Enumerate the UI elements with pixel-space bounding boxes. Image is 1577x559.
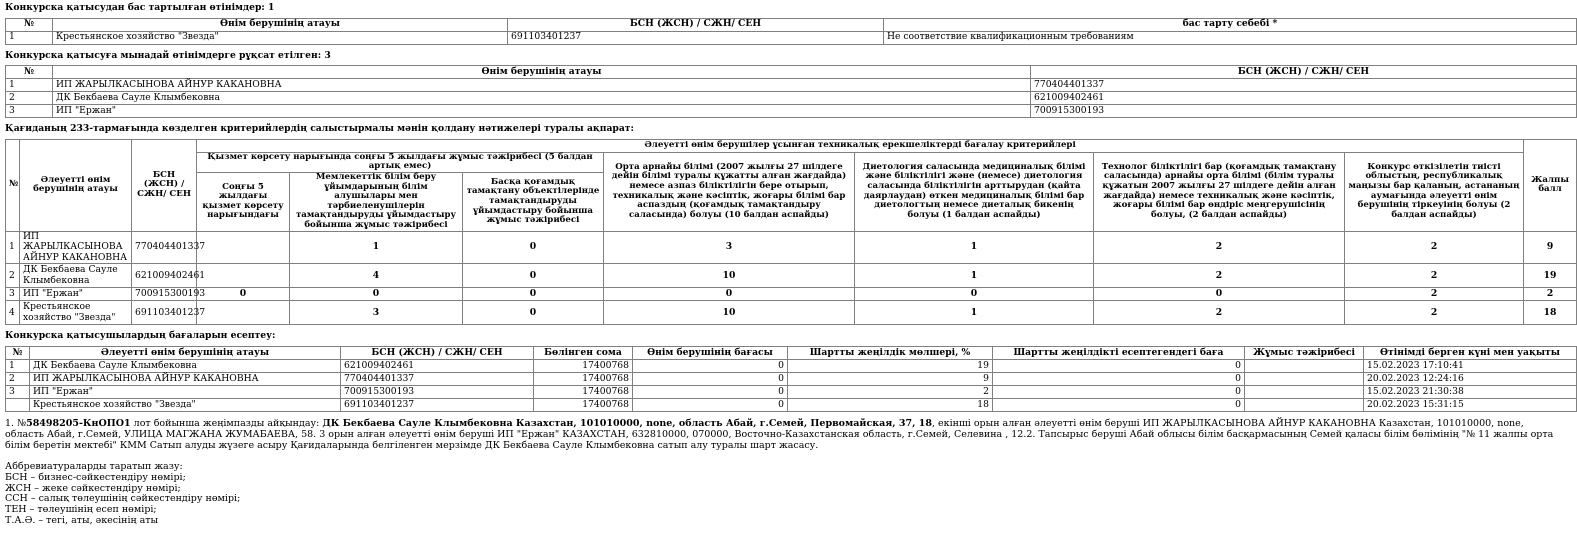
cell-discounted-price: 0 <box>993 360 1245 373</box>
cell-experience <box>1245 373 1364 386</box>
cell-experience <box>1245 360 1364 373</box>
cell-discounted-price: 0 <box>993 386 1245 399</box>
table-row <box>6 31 1577 44</box>
header-no: № <box>6 139 20 231</box>
header-exp-market: Соңғы 5 жылдағы қызмет көрсету нарығындағы <box>197 172 290 231</box>
abbreviations-title: Аббревиатураларды таратып жазу: <box>5 460 183 472</box>
cell-name: ДК Бекбаева Сауле Клымбековна <box>53 92 1031 105</box>
cell-score: 3 <box>290 301 463 325</box>
cell-total: 19 <box>1524 264 1577 288</box>
header-technologist: Технолог біліктілігі бар (қоғамдық тамақтану саласында) арнайы орта білімі (білім туралы құжатын 2007 жылғы 27 шілдеге дейін алған жағдайда) немесе техникалық және кәсіптік, жоғары білімі бар өндіріс меңгерушісінің болуы, (2 балдан аспайды) <box>1094 152 1345 231</box>
cell-score: 0 <box>463 288 604 301</box>
cell-score: 2 <box>1345 288 1524 301</box>
prices-title: Конкурска қатысушылардың бағаларын есептеу: <box>5 330 276 342</box>
cell-no <box>6 399 30 412</box>
table-row <box>6 288 1577 301</box>
table-header-row <box>6 152 1577 172</box>
header-bin: БСН (ЖСН) / СЖН/ СЕН <box>132 139 197 231</box>
admitted-title: Конкурска қатысуға мынадай өтінімдерге рұқсат етілген: 3 <box>5 49 331 61</box>
cell-score: 0 <box>463 301 604 325</box>
cell-submitted: 15.02.2023 17:10:41 <box>1364 360 1577 373</box>
cell-score: 0 <box>855 288 1094 301</box>
cell-score: 1 <box>290 231 463 264</box>
header-submitted: Өтінімді берген күні мен уақыты <box>1364 347 1577 360</box>
table-header-row <box>6 66 1577 79</box>
winner-paragraph <box>5 418 1565 452</box>
cell-discount: 18 <box>788 399 993 412</box>
cell-supplier-price: 0 <box>633 373 788 386</box>
prices-table <box>5 346 1577 412</box>
cell-no: 2 <box>6 92 53 105</box>
header-bin: БСН (ЖСН) / СЖН/ СЕН <box>1031 66 1577 79</box>
paragraph-mid: лот бойынша жеңімпазды айқындау: <box>130 418 323 430</box>
cell-score: 0 <box>1094 288 1345 301</box>
cell-bin: 700915300193 <box>341 386 534 399</box>
table-row <box>6 386 1577 399</box>
cell-score: 2 <box>1345 264 1524 288</box>
cell-bin: 621009402461 <box>1031 92 1577 105</box>
cell-bin: 691103401237 <box>132 301 197 325</box>
cell-name: ИП ЖАРЫЛКАСЫНОВА АЙНУР КАКАНОВНА <box>53 79 1031 92</box>
cell-no: 4 <box>6 301 20 325</box>
cell-score: 1 <box>855 301 1094 325</box>
table-row <box>6 264 1577 288</box>
abbreviation-item: Т.А.Ә. – тегі, аты, әкесінің аты <box>5 515 159 527</box>
cell-no: 2 <box>6 373 30 386</box>
header-discount: Шартты жеңілдік мөлшері, % <box>788 347 993 360</box>
header-bin: БСН (ЖСН) / СЖН/ СЕН <box>341 347 534 360</box>
cell-discounted-price: 0 <box>993 399 1245 412</box>
header-name: Әлеуетті өнім берушінің атауы <box>20 139 132 231</box>
header-total: Жалпы балл <box>1524 139 1577 231</box>
table-row <box>6 79 1577 92</box>
cell-allocated: 17400768 <box>534 386 633 399</box>
abbreviation-item: ССН – салық төлеушінің сәйкестендіру нөмірі; <box>5 493 241 505</box>
table-row <box>6 231 1577 264</box>
cell-supplier-price: 0 <box>633 360 788 373</box>
cell-name: Крестьянское хозяйство "Звезда" <box>20 301 132 325</box>
header-no: № <box>6 66 53 79</box>
cell-score: 2 <box>1345 301 1524 325</box>
cell-total: 9 <box>1524 231 1577 264</box>
cell-no: 1 <box>6 231 20 264</box>
cell-bin: 770404401337 <box>132 231 197 264</box>
cell-submitted: 15.02.2023 21:30:38 <box>1364 386 1577 399</box>
table-row <box>6 373 1577 386</box>
cell-name: ИП "Ержан" <box>30 386 341 399</box>
cell-bin: 770404401337 <box>341 373 534 386</box>
cell-bin: 621009402461 <box>341 360 534 373</box>
header-experience-group: Қызмет көрсету нарығында соңғы 5 жылдағы жұмыс тәжірибесі (5 балдан артық емес) <box>197 152 604 172</box>
rejected-title: Конкурска қатысудан бас тартылған өтінімдер: 1 <box>5 2 275 13</box>
cell-score: 2 <box>1094 264 1345 288</box>
cell-bin: 691103401237 <box>508 31 884 44</box>
header-cook-education: Орта арнайы білімі (2007 жылғы 27 шілдеге дейін білімі туралы құжатты алған жағдайда) немесе азпаз біліктілігін бере отырып, техникалық және кәсіптік, жоғары білімі бар аспаздың (қоғамдық тамақтандыру саласында) болуы (10 балдан аспайды) <box>604 152 855 231</box>
header-criteria-group: Әлеуетті өнім берушілер ұсынған техникалық ерекшеліктерді бағалау критерийлері <box>197 139 1524 152</box>
table-row <box>6 105 1577 118</box>
cell-name: ИП ЖАРЫЛКАСЫНОВА АЙНУР КАКАНОВНА <box>30 373 341 386</box>
cell-supplier-price: 0 <box>633 386 788 399</box>
cell-no: 3 <box>6 105 53 118</box>
header-experience: Жұмыс тәжірибесі <box>1245 347 1364 360</box>
cell-submitted: 20.02.2023 15:31:15 <box>1364 399 1577 412</box>
cell-reason: Не соответствие квалификационным требованиям <box>884 31 1577 44</box>
header-discounted-price: Шартты жеңілдікті есептегендегі баға <box>993 347 1245 360</box>
cell-total: 2 <box>1524 288 1577 301</box>
header-no: № <box>6 347 30 360</box>
cell-score: 1 <box>855 231 1094 264</box>
cell-name: Крестьянское хозяйство "Звезда" <box>53 31 508 44</box>
abbreviation-item: БСН – бизнес-сәйкестендіру нөмірі; <box>5 471 186 483</box>
cell-score: 0 <box>604 288 855 301</box>
table-header-row <box>6 18 1577 31</box>
cell-score: 2 <box>1094 231 1345 264</box>
cell-allocated: 17400768 <box>534 360 633 373</box>
cell-score: 4 <box>290 264 463 288</box>
cell-name: ИП "Ержан" <box>20 288 132 301</box>
winner-details: ДК Бекбаева Сауле Клымбековна Казахстан, 101010000, none, область Абай, г.Семей, Первомайская, 37, 18 <box>322 418 932 430</box>
header-exp-state: Мемлекеттік білім беру ұйымдарының білім алушылары мен тәрбиеленушілерін тамақтандыруды ұйымдастыру бойынша жұмыс тәжірибесі <box>290 172 463 231</box>
lot-number: 58498205-КнОПО1 <box>26 418 131 430</box>
cell-score <box>197 231 290 264</box>
table-header-row <box>6 347 1577 360</box>
header-name: Өнім берушінің атауы <box>53 18 508 31</box>
abbreviation-item: ЖСН – жеке сәйкестендіру нөмірі; <box>5 482 181 494</box>
rejected-table <box>5 18 1577 45</box>
header-name: Әлеуетті өнім берушінің атауы <box>30 347 341 360</box>
cell-name: Крестьянское хозяйство "Звезда" <box>30 399 341 412</box>
cell-name: ДК Бекбаева Сауле Клымбековна <box>30 360 341 373</box>
cell-supplier-price: 0 <box>633 399 788 412</box>
cell-discounted-price: 0 <box>993 373 1245 386</box>
header-exp-other: Басқа қоғамдық тамақтану объектілерінде тамақтандыруды ұйымдастыру бойынша жұмыс тәжірибесі <box>463 172 604 231</box>
cell-bin: 770404401337 <box>1031 79 1577 92</box>
cell-discount: 9 <box>788 373 993 386</box>
cell-no: 3 <box>6 386 30 399</box>
cell-name: ИП "Ержан" <box>53 105 1031 118</box>
cell-score: 1 <box>855 264 1094 288</box>
cell-allocated: 17400768 <box>534 399 633 412</box>
cell-total: 18 <box>1524 301 1577 325</box>
cell-score <box>197 301 290 325</box>
cell-bin: 700915300193 <box>132 288 197 301</box>
header-reason: бас тарту себебі * <box>884 18 1577 31</box>
cell-no: 1 <box>6 360 30 373</box>
criteria-title: Қағиданың 233-тармағында көзделген критерийлердің салыстырмалы мәнін қолдану нәтижелері туралы ақпарат: <box>5 123 634 135</box>
cell-bin: 691103401237 <box>341 399 534 412</box>
cell-score: 0 <box>290 288 463 301</box>
header-supplier-price: Өнім берушінің бағасы <box>633 347 788 360</box>
cell-score: 0 <box>463 264 604 288</box>
header-bin: БСН (ЖСН) / СЖН/ СЕН <box>508 18 884 31</box>
abbreviations-block <box>5 462 1576 528</box>
cell-bin: 700915300193 <box>1031 105 1577 118</box>
cell-score: 2 <box>1094 301 1345 325</box>
abbreviation-item: ТЕН – төлеушінің есеп нөмірі; <box>5 504 157 516</box>
table-row <box>6 92 1577 105</box>
cell-score: 10 <box>604 264 855 288</box>
cell-name: ДК Бекбаева Сауле Клымбековна <box>20 264 132 288</box>
criteria-table <box>5 139 1577 326</box>
cell-allocated: 17400768 <box>534 373 633 386</box>
header-no: № <box>6 18 53 31</box>
header-name: Өнім берушінің атауы <box>53 66 1031 79</box>
cell-no: 1 <box>6 31 53 44</box>
header-allocated: Бөлінген сома <box>534 347 633 360</box>
table-row <box>6 360 1577 373</box>
paragraph-rest: , екінші орын алған әлеуетті өнім беруші ИП ЖАРЫЛКАСЫНОВА АЙНУР КАКАНОВНА Казахстан, 101010000, none, область Абай, г.Семей, УЛИЦА МАГЖАНА ЖУМАБАЕВА, 58. 3 орын алған әлеуетті өнім беруші ИП "Ержан" КАЗАХСТАН, 632810000, 070000, Восточно-Казахстанская область, г.Семей, Селевина , 12.2. Тапсырыс беруші Абай облысы білім басқармасының Семей қаласы білім бөлімінің "№ 11 жалпы орта білім беретін мектебі" КММ Сатып алуды жүзеге асыру Қағидаларында белгіленген мерзімде ДК Бекбаева Сауле Клымбековна сатып алу туралы шарт жасасу. <box>5 418 1554 452</box>
cell-bin: 621009402461 <box>132 264 197 288</box>
cell-score: 10 <box>604 301 855 325</box>
cell-discount: 19 <box>788 360 993 373</box>
admitted-table <box>5 65 1577 118</box>
cell-no: 1 <box>6 79 53 92</box>
cell-no: 3 <box>6 288 20 301</box>
cell-experience <box>1245 386 1364 399</box>
table-row <box>6 399 1577 412</box>
paragraph-prefix: 1. № <box>5 418 27 430</box>
cell-submitted: 20.02.2023 12:24:16 <box>1364 373 1577 386</box>
cell-name: ИП ЖАРЫЛКАСЫНОВА АЙНУР КАКАНОВНА <box>20 231 132 264</box>
cell-experience <box>1245 399 1364 412</box>
cell-score: 0 <box>463 231 604 264</box>
table-header-row <box>6 139 1577 152</box>
cell-score: 3 <box>604 231 855 264</box>
header-dietitian: Диетология саласында медициналық білімі және біліктілігі және (немесе) диетология саласында біліктілігін арттырудан (қайта даярлаудан) өткен медициналық білімі бар диетологтың немесе диеталық бикенің болуы (1 балдан аспайды) <box>855 152 1094 231</box>
cell-score <box>197 264 290 288</box>
table-row <box>6 301 1577 325</box>
cell-score: 0 <box>197 288 290 301</box>
cell-discount: 2 <box>788 386 993 399</box>
header-registration: Конкурс өткізілетін тиісті облыстың, республикалық маңызы бар қаланың, астананың аумағында әлеуетті өнім берушінің тіркеуінің болуы (2 балдан аспайды) <box>1345 152 1524 231</box>
cell-score: 2 <box>1345 231 1524 264</box>
cell-no: 2 <box>6 264 20 288</box>
